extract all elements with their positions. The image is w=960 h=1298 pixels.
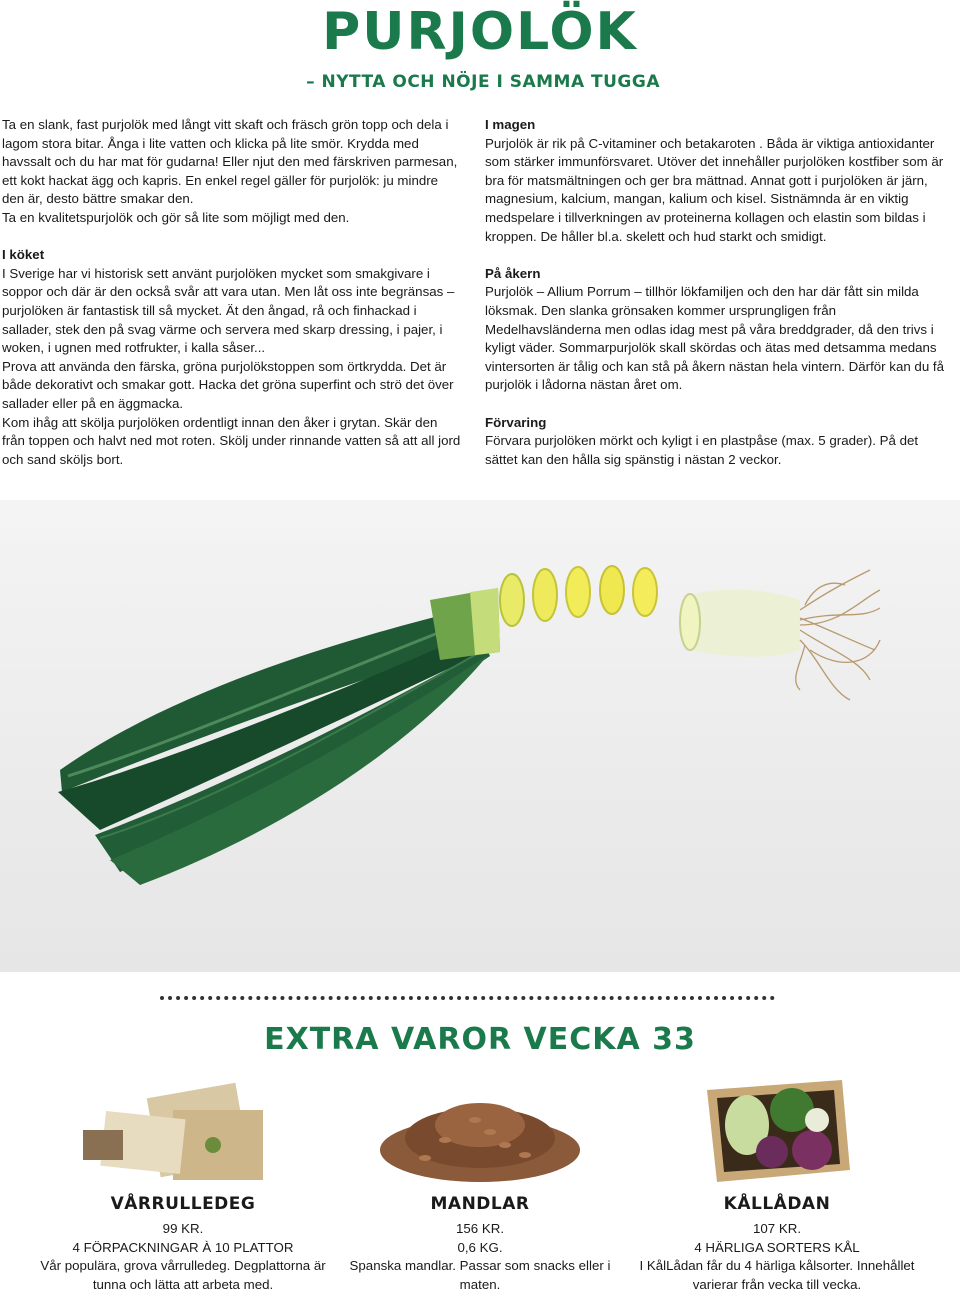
page-subtitle: – NYTTA OCH NÖJE I SAMMA TUGGA (306, 72, 660, 92)
kitchen-paragraph-2: Prova att använda den färska, gröna purjolökstoppen som örtkrydda. Det är både dekorativt och smakar gott. Hacka det gröna superfint och strö det över sallader eller på en äggmacka. (2, 358, 454, 411)
cabbage-box-icon (702, 1070, 852, 1188)
right-column (485, 116, 945, 469)
product-description: Vår populära, grova vårrulledeg. Degplattorna är tunna och lätta att arbeta med. (40, 1258, 326, 1292)
field-paragraph: Purjolök – Allium Porrum – tillhör lökfamiljen och den har där fått sin milda löksmak. Den slanka grönsaken kommer ursprungligen från Medelhavsländerna men odlas idag mest på våra breddgrader, då den trivs i kyligt väder. Sommarpurjolök skall skördas och ätas med detsamma medans vintersorten är tålig och kan stå på åkern nästan hela vintern. Därför kan du få purjolök i lådorna nästan året om. (485, 284, 945, 393)
spring-roll-dough-icon (53, 1070, 313, 1188)
product-name: VÅRRULLEDEG (110, 1194, 256, 1214)
stomach-paragraph: Purjolök är rik på C-vitaminer och betakaroten . Båda är viktiga antioxidanter som stärker immunförsvaret. Utöver det innehåller purjolöken kostfiber som är bra för matsmältningen och ger bra mättnad. Annat gott i purjolöken är järn, magnesium, kalcium, mangan, kalium och kisel. Sistnämnda är en viktig medspelare i tillverkningen av proteinerna kollagen och elastin som bildas i kroppen. De håller bl.a. skelett och hud starkt och smidigt. (485, 135, 944, 244)
intro-paragraph-2: Ta en kvalitetspurjolök och gör så lite som möjligt med den. (2, 209, 350, 225)
product-amount: 4 HÄRLIGA SORTERS KÅL (694, 1239, 860, 1255)
stomach-heading: I magen (485, 117, 536, 132)
kitchen-paragraph-3: Kom ihåg att skölja purjolöken ordentligt innan den åker i grytan. Skär den från toppen och halvt ned mot roten. Skölj under rinnande vatten så att all jord och sand sköljs bort. (2, 414, 461, 467)
field-heading: På åkern (485, 265, 541, 281)
leek-illustration (0, 500, 960, 972)
product-card-kalladan (627, 1070, 927, 1294)
dotted-divider (160, 996, 775, 1000)
almonds-icon (365, 1070, 595, 1188)
product-amount: 4 FÖRPACKNINGAR À 10 PLATTOR (72, 1239, 294, 1255)
page-title: PURJOLÖK (322, 2, 638, 62)
product-price: 107 KR. (752, 1221, 802, 1236)
product-card-varrulledeg (33, 1070, 333, 1294)
intro-paragraph: Ta en slank, fast purjolök med långt vitt skaft och fräsch grön topp och dela i lagom stora bitar. Ånga i lite vatten och klicka på lite smör. Krydda med havssalt och du har mat för gudarna! Eller njut den med färskriven parmesan, ett kokt hackat ägg och kapris. En enkel regel gäller för purjolök: ju mindre den är, desto bättre smakar den. (2, 117, 458, 207)
product-name: MANDLAR (430, 1194, 530, 1214)
left-column (2, 116, 462, 469)
product-description: Spanska mandlar. Passar som snacks eller i maten. (349, 1258, 611, 1292)
product-price: 99 KR. (162, 1221, 204, 1236)
product-image (365, 1070, 595, 1188)
product-amount: 0,6 KG. (457, 1239, 503, 1255)
kitchen-paragraph: I Sverige har vi historisk sett använt purjolöken mycket som smakgivare i soppor och där är den också svår att vara utan. Men låt oss inte begränsas – purjolöken är fantastisk till så mycket. Ät den ångad, rå och finhackad i sallader, stek den på svag värme och servera med skarp dressing, i pajer, i woken, i ugnen med rotfrukter, i kalla såser... (2, 265, 455, 356)
leek-photo (0, 500, 960, 972)
extra-section-title: EXTRA VAROR VECKA 33 (264, 1022, 696, 1057)
product-image (702, 1070, 852, 1188)
product-description: I KålLådan får du 4 härliga kålsorter. Innehållet varierar från vecka till vecka. (639, 1258, 915, 1292)
storage-paragraph: Förvara purjolöken mörkt och kyligt i en plastpåse (max. 5 grader). På det sättet kan den hålla sig spänstig i nästan 2 veckor. (485, 433, 919, 467)
storage-heading: Förvaring (485, 414, 547, 430)
product-name: KÅLLÅDAN (723, 1194, 831, 1214)
product-price: 156 KR. (455, 1221, 505, 1236)
kitchen-heading: I köket (2, 247, 45, 263)
product-card-mandlar (330, 1070, 630, 1294)
product-image (53, 1070, 313, 1188)
